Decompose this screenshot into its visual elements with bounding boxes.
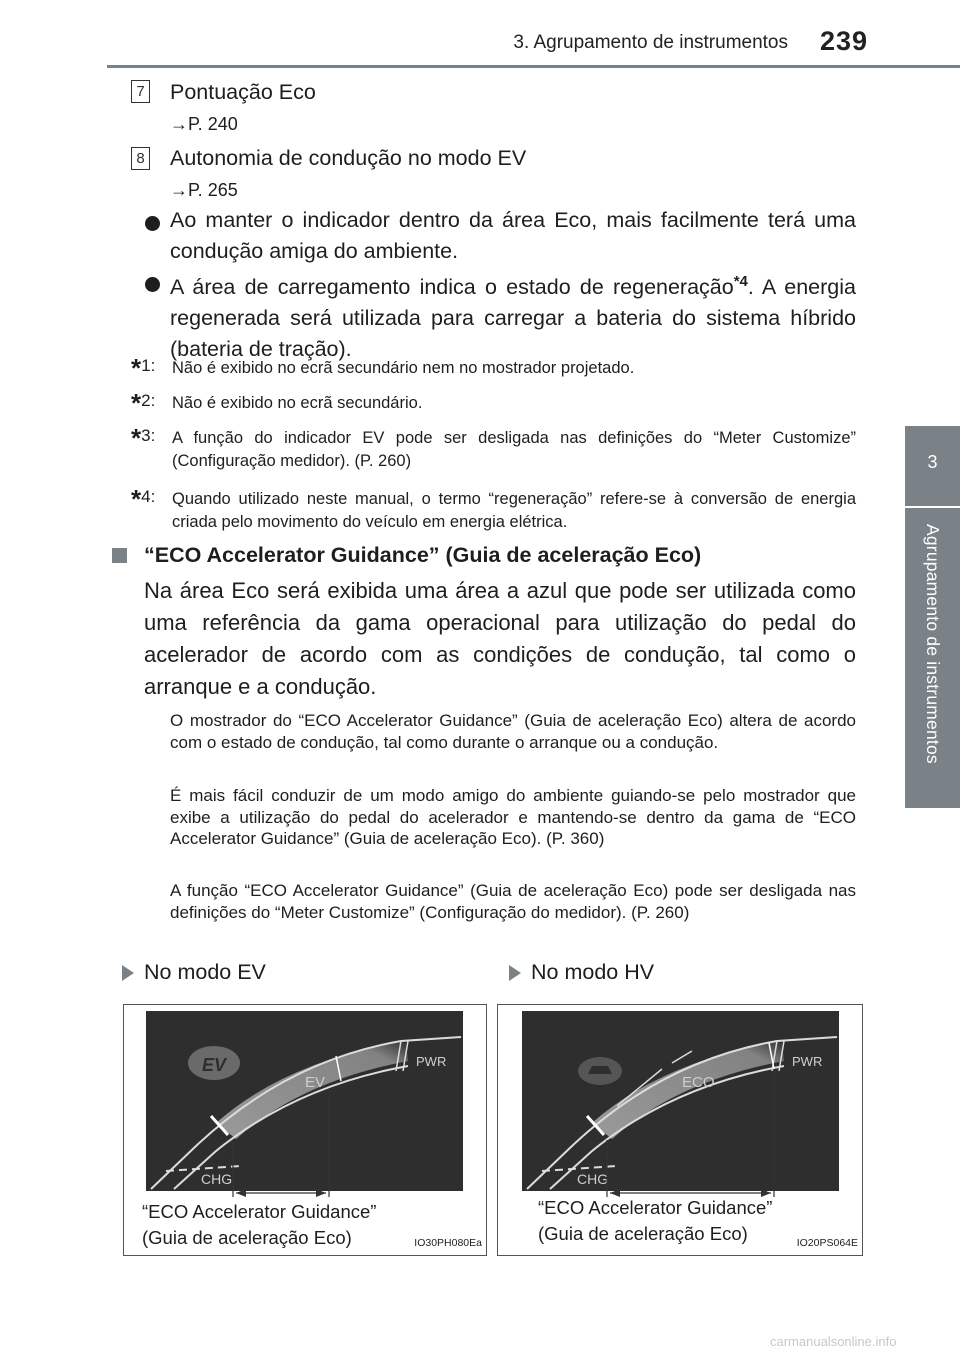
caption-line: “ECO Accelerator Guidance”	[538, 1197, 773, 1218]
footnote-mark: *4:	[131, 484, 156, 514]
note-paragraph: A função “ECO Accelerator Guidance” (Guia de aceleração Eco) pode ser desligada nas definições do “Meter Customize” (Configuração do medidor). (P. 260)	[170, 881, 856, 922]
footnote-mark: *2:	[131, 388, 156, 418]
side-tab-chapter-title[interactable]	[905, 508, 960, 808]
footnote-mark: *1:	[131, 353, 156, 383]
section-title: “ECO Accelerator Guidance” (Guia de aceleração Eco)	[144, 543, 702, 567]
triangle-right-icon	[509, 965, 521, 981]
side-tab-label: Agrupamento de instrumentos	[923, 524, 943, 764]
bullet-dot-icon	[145, 277, 160, 292]
footnote-mark: *3:	[131, 423, 156, 453]
watermark: carmanualsonline.info	[770, 1334, 897, 1349]
gauge-zone-label: EV	[305, 1074, 326, 1091]
svg-text:EV: EV	[202, 1055, 227, 1075]
footnote-text: Não é exibido no ecrã secundário.	[172, 394, 423, 412]
bullet-text-part: A área de carregamento indica o estado de regeneração	[170, 275, 734, 300]
footnote-text: A função do indicador EV pode ser desligada nas definições do “Meter Customize” (Configuração medidor). (P. 260)	[172, 429, 856, 470]
mode-label-hv: No modo HV	[531, 960, 655, 984]
triangle-right-icon	[122, 965, 134, 981]
mode-label-ev: No modo EV	[144, 960, 266, 984]
footnote-text: Não é exibido no ecrã secundário nem no mostrador projetado.	[172, 359, 635, 377]
figure-caption	[142, 1199, 376, 1251]
pwr-label: PWR	[416, 1054, 447, 1069]
right-arrow-icon: →	[170, 180, 188, 200]
header-rule	[107, 65, 960, 68]
figure-code: IO30PH080Ea	[414, 1237, 482, 1249]
chg-label: CHG	[201, 1171, 233, 1187]
note-paragraph: É mais fácil conduzir de um modo amigo do ambiente guiando-se pelo mostrador que exibe a utilização do pedal do acelerador e mantendo-se dentro da gama de “ECO Accelerator Guidance” (Guia de aceleração Eco). (P. 360)	[170, 786, 856, 848]
page-reference-text: P. 240	[188, 114, 238, 134]
bullet-dot-icon	[145, 216, 160, 231]
caption-line: (Guia de aceleração Eco)	[142, 1227, 352, 1248]
running-header-section: 3. Agrupamento de instrumentos	[513, 32, 788, 53]
item-title: Pontuação Eco	[170, 80, 316, 104]
section-paragraph: Na área Eco será exibida uma área a azul que pode ser utilizada como uma referência da gama operacional para utilização do pedal do acelerador de acordo com as condições de condução, tal como o arranque e a condução.	[144, 578, 856, 699]
pwr-label: PWR	[792, 1054, 823, 1069]
page-reference[interactable]	[170, 114, 238, 135]
footnote-ref: *4	[733, 273, 748, 290]
figure-code: IO20PS064E	[796, 1237, 858, 1249]
page-reference-text: P. 265	[188, 180, 238, 200]
bullet-text-part: . A energia regenerada será utilizada para carregar a bateria do sistema híbrido (bateria de tração).	[170, 275, 856, 362]
note-paragraph: O mostrador do “ECO Accelerator Guidance” (Guia de aceleração Eco) altera de acordo com o estado de condução, tal como durante o arranque ou a condução.	[170, 711, 856, 752]
page-number: 239	[820, 26, 869, 56]
chg-label: CHG	[577, 1171, 609, 1187]
gauge-zone-label: ECO	[682, 1074, 715, 1091]
caption-line: “ECO Accelerator Guidance”	[142, 1201, 377, 1222]
item-title: Autonomia de condução no modo EV	[170, 146, 527, 170]
item-number-badge: 7	[131, 80, 150, 103]
item-number-badge: 8	[131, 147, 150, 170]
right-arrow-icon: →	[170, 114, 188, 134]
figure-caption	[538, 1195, 772, 1247]
page-reference[interactable]	[170, 180, 238, 201]
bullet-text: Ao manter o indicador dentro da área Eco, mais facilmente terá uma condução amiga do ambiente.	[170, 208, 856, 263]
bullet-text	[170, 266, 856, 365]
figure-hv-mode	[497, 1004, 863, 1256]
gray-square-icon	[112, 548, 127, 563]
footnote-text: Quando utilizado neste manual, o termo “regeneração” refere-se à conversão de energia criada pelo movimento do veículo em energia elétrica.	[172, 490, 856, 531]
figure-ev-mode	[123, 1004, 487, 1256]
caption-line: (Guia de aceleração Eco)	[538, 1223, 748, 1244]
side-tab-chapter-number[interactable]: 3	[905, 426, 960, 506]
